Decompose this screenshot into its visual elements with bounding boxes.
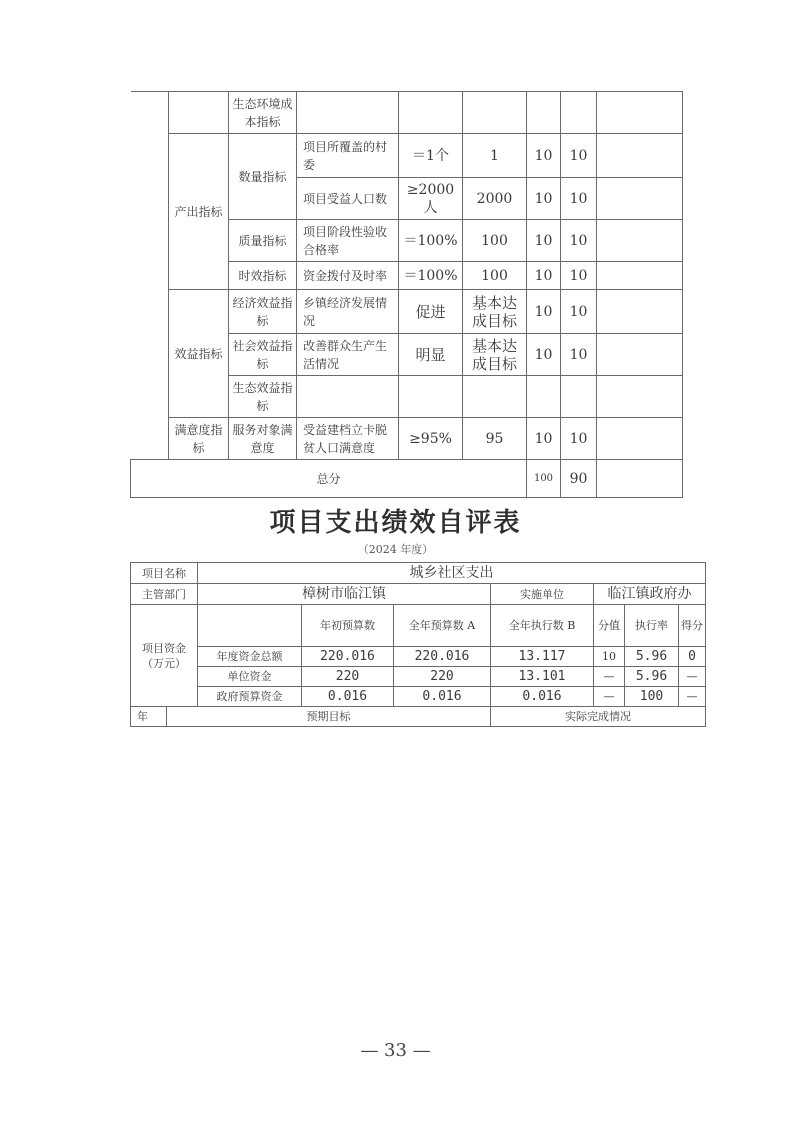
target-cell bbox=[399, 92, 463, 134]
actual-cell: 基本达成目标 bbox=[463, 290, 527, 334]
score-cell: 10 bbox=[527, 418, 561, 460]
score-cell: 10 bbox=[527, 262, 561, 290]
target-cell: ＝100% bbox=[399, 220, 463, 262]
dept-value: 樟树市临江镇 bbox=[198, 584, 491, 605]
table-row bbox=[131, 584, 706, 605]
year-label: （2024 年度） bbox=[357, 543, 434, 556]
annual-initial-value: 220 bbox=[302, 667, 394, 687]
actual-cell: 1 bbox=[463, 134, 527, 178]
actual-cell: 100 bbox=[463, 220, 527, 262]
actual-cell: 100 bbox=[463, 262, 527, 290]
target-cell: ＝100% bbox=[399, 262, 463, 290]
actual-completion-header: 实际完成情况 bbox=[491, 707, 706, 727]
page-title: 项目支出绩效自评表 bbox=[269, 508, 522, 538]
table-row bbox=[131, 667, 706, 687]
performance-indicator-table bbox=[130, 91, 683, 498]
remark-cell bbox=[597, 460, 683, 498]
annual-budget-value: 0.016 bbox=[394, 687, 491, 707]
target-cell: ≥2000人 bbox=[399, 178, 463, 220]
actual-cell: 2000 bbox=[463, 178, 527, 220]
annual-exec-value: 13.101 bbox=[491, 667, 594, 687]
level3-cell: 服务对象满意度 bbox=[229, 418, 297, 460]
total-row bbox=[131, 460, 683, 498]
level1-cell bbox=[131, 92, 169, 460]
target-cell: ＝1个 bbox=[399, 134, 463, 178]
header-score: 分值 bbox=[594, 605, 625, 647]
got-score-cell bbox=[561, 376, 597, 418]
indicator-cell: 乡镇经济发展情况 bbox=[297, 290, 399, 334]
table-row bbox=[131, 563, 706, 584]
funds-row-label: 政府预算资金 bbox=[198, 687, 302, 707]
score-cell: 10 bbox=[527, 334, 561, 376]
got-score-cell: 10 bbox=[561, 178, 597, 220]
actual-cell bbox=[463, 92, 527, 134]
funds-row-label: 年度资金总额 bbox=[198, 647, 302, 667]
got-score-value: 0 bbox=[679, 647, 706, 667]
header-annual-initial: 年初预算数 bbox=[302, 605, 394, 647]
target-cell: ≥95% bbox=[399, 418, 463, 460]
level2-cell: 产出指标 bbox=[169, 134, 229, 290]
total-value: 90 bbox=[561, 460, 597, 498]
level3-cell: 经济效益指标 bbox=[229, 290, 297, 334]
annual-budget-value: 220.016 bbox=[394, 647, 491, 667]
level2-cell: 效益指标 bbox=[169, 290, 229, 418]
score-cell: 10 bbox=[527, 134, 561, 178]
page-number: — 33 — bbox=[360, 1040, 431, 1061]
level3-cell: 生态效益指标 bbox=[229, 376, 297, 418]
exec-rate-value: 100 bbox=[625, 687, 679, 707]
annual-exec-value: 0.016 bbox=[491, 687, 594, 707]
remark-cell bbox=[597, 92, 683, 134]
table-row bbox=[131, 647, 706, 667]
got-score-cell: 10 bbox=[561, 418, 597, 460]
remark-cell bbox=[597, 334, 683, 376]
expected-goal-header: 预期目标 bbox=[167, 707, 491, 727]
indicator-cell: 项目所覆盖的村委 bbox=[297, 134, 399, 178]
actual-cell bbox=[463, 376, 527, 418]
score-cell bbox=[527, 376, 561, 418]
level3-cell: 生态环境成本指标 bbox=[229, 92, 297, 134]
level2-cell: 满意度指标 bbox=[169, 418, 229, 460]
indicator-cell: 项目受益人口数 bbox=[297, 178, 399, 220]
got-score-cell: 10 bbox=[561, 220, 597, 262]
impl-value: 临江镇政府办 bbox=[594, 584, 706, 605]
indicator-cell bbox=[297, 376, 399, 418]
indicator-cell: 受益建档立卡脱贫人口满意度 bbox=[297, 418, 399, 460]
got-score-value: — bbox=[679, 667, 706, 687]
header-exec-rate: 执行率 bbox=[625, 605, 679, 647]
got-score-cell: 10 bbox=[561, 134, 597, 178]
level3-cell: 社会效益指标 bbox=[229, 334, 297, 376]
funds-row-label: 单位资金 bbox=[198, 667, 302, 687]
annual-budget-value: 220 bbox=[394, 667, 491, 687]
header-annual-exec: 全年执行数 B bbox=[491, 605, 594, 647]
exec-rate-value: 5.96 bbox=[625, 647, 679, 667]
project-name: 城乡社区支出 bbox=[198, 563, 706, 584]
table-row bbox=[131, 92, 683, 134]
remark-cell bbox=[597, 178, 683, 220]
annual-initial-value: 0.016 bbox=[302, 687, 394, 707]
dept-label: 主管部门 bbox=[131, 584, 198, 605]
level3-cell: 时效指标 bbox=[229, 262, 297, 290]
level3-cell: 数量指标 bbox=[229, 134, 297, 220]
score-value: — bbox=[594, 667, 625, 687]
got-score-cell: 10 bbox=[561, 262, 597, 290]
remark-cell bbox=[597, 418, 683, 460]
remark-cell bbox=[597, 376, 683, 418]
got-score-cell: 10 bbox=[561, 290, 597, 334]
remark-cell bbox=[597, 220, 683, 262]
remark-cell bbox=[597, 134, 683, 178]
indicator-cell: 改善群众生产生活情况 bbox=[297, 334, 399, 376]
target-cell: 促进 bbox=[399, 290, 463, 334]
target-cell: 明显 bbox=[399, 334, 463, 376]
year-cell: 年 bbox=[131, 707, 167, 727]
got-score-cell bbox=[561, 92, 597, 134]
score-value: — bbox=[594, 687, 625, 707]
exec-rate-value: 5.96 bbox=[625, 667, 679, 687]
level2-cell bbox=[169, 92, 229, 134]
impl-label: 实施单位 bbox=[491, 584, 594, 605]
score-cell: 10 bbox=[527, 290, 561, 334]
header-got-score: 得分 bbox=[679, 605, 706, 647]
level3-cell: 质量指标 bbox=[229, 220, 297, 262]
actual-cell: 95 bbox=[463, 418, 527, 460]
table-row bbox=[131, 418, 683, 460]
table-row bbox=[131, 707, 706, 727]
table-row bbox=[131, 290, 683, 334]
table-row bbox=[131, 687, 706, 707]
score-cell bbox=[527, 92, 561, 134]
total-score: 100 bbox=[527, 460, 561, 498]
blank-header bbox=[198, 605, 302, 647]
total-label: 总分 bbox=[131, 460, 527, 498]
annual-initial-value: 220.016 bbox=[302, 647, 394, 667]
remark-cell bbox=[597, 290, 683, 334]
funds-label: 项目资金（万元） bbox=[131, 605, 198, 707]
indicator-cell: 资金拨付及时率 bbox=[297, 262, 399, 290]
table-row bbox=[131, 134, 683, 178]
indicator-cell: 项目阶段性验收合格率 bbox=[297, 220, 399, 262]
indicator-cell bbox=[297, 92, 399, 134]
project-name-label: 项目名称 bbox=[131, 563, 198, 584]
actual-cell: 基本达成目标 bbox=[463, 334, 527, 376]
table-row bbox=[131, 605, 706, 647]
header-annual-budget: 全年预算数 A bbox=[394, 605, 491, 647]
score-cell: 10 bbox=[527, 178, 561, 220]
annual-exec-value: 13.117 bbox=[491, 647, 594, 667]
target-cell bbox=[399, 376, 463, 418]
got-score-cell: 10 bbox=[561, 334, 597, 376]
score-cell: 10 bbox=[527, 220, 561, 262]
score-value: 10 bbox=[594, 647, 625, 667]
remark-cell bbox=[597, 262, 683, 290]
got-score-value: — bbox=[679, 687, 706, 707]
self-evaluation-table bbox=[130, 562, 706, 727]
